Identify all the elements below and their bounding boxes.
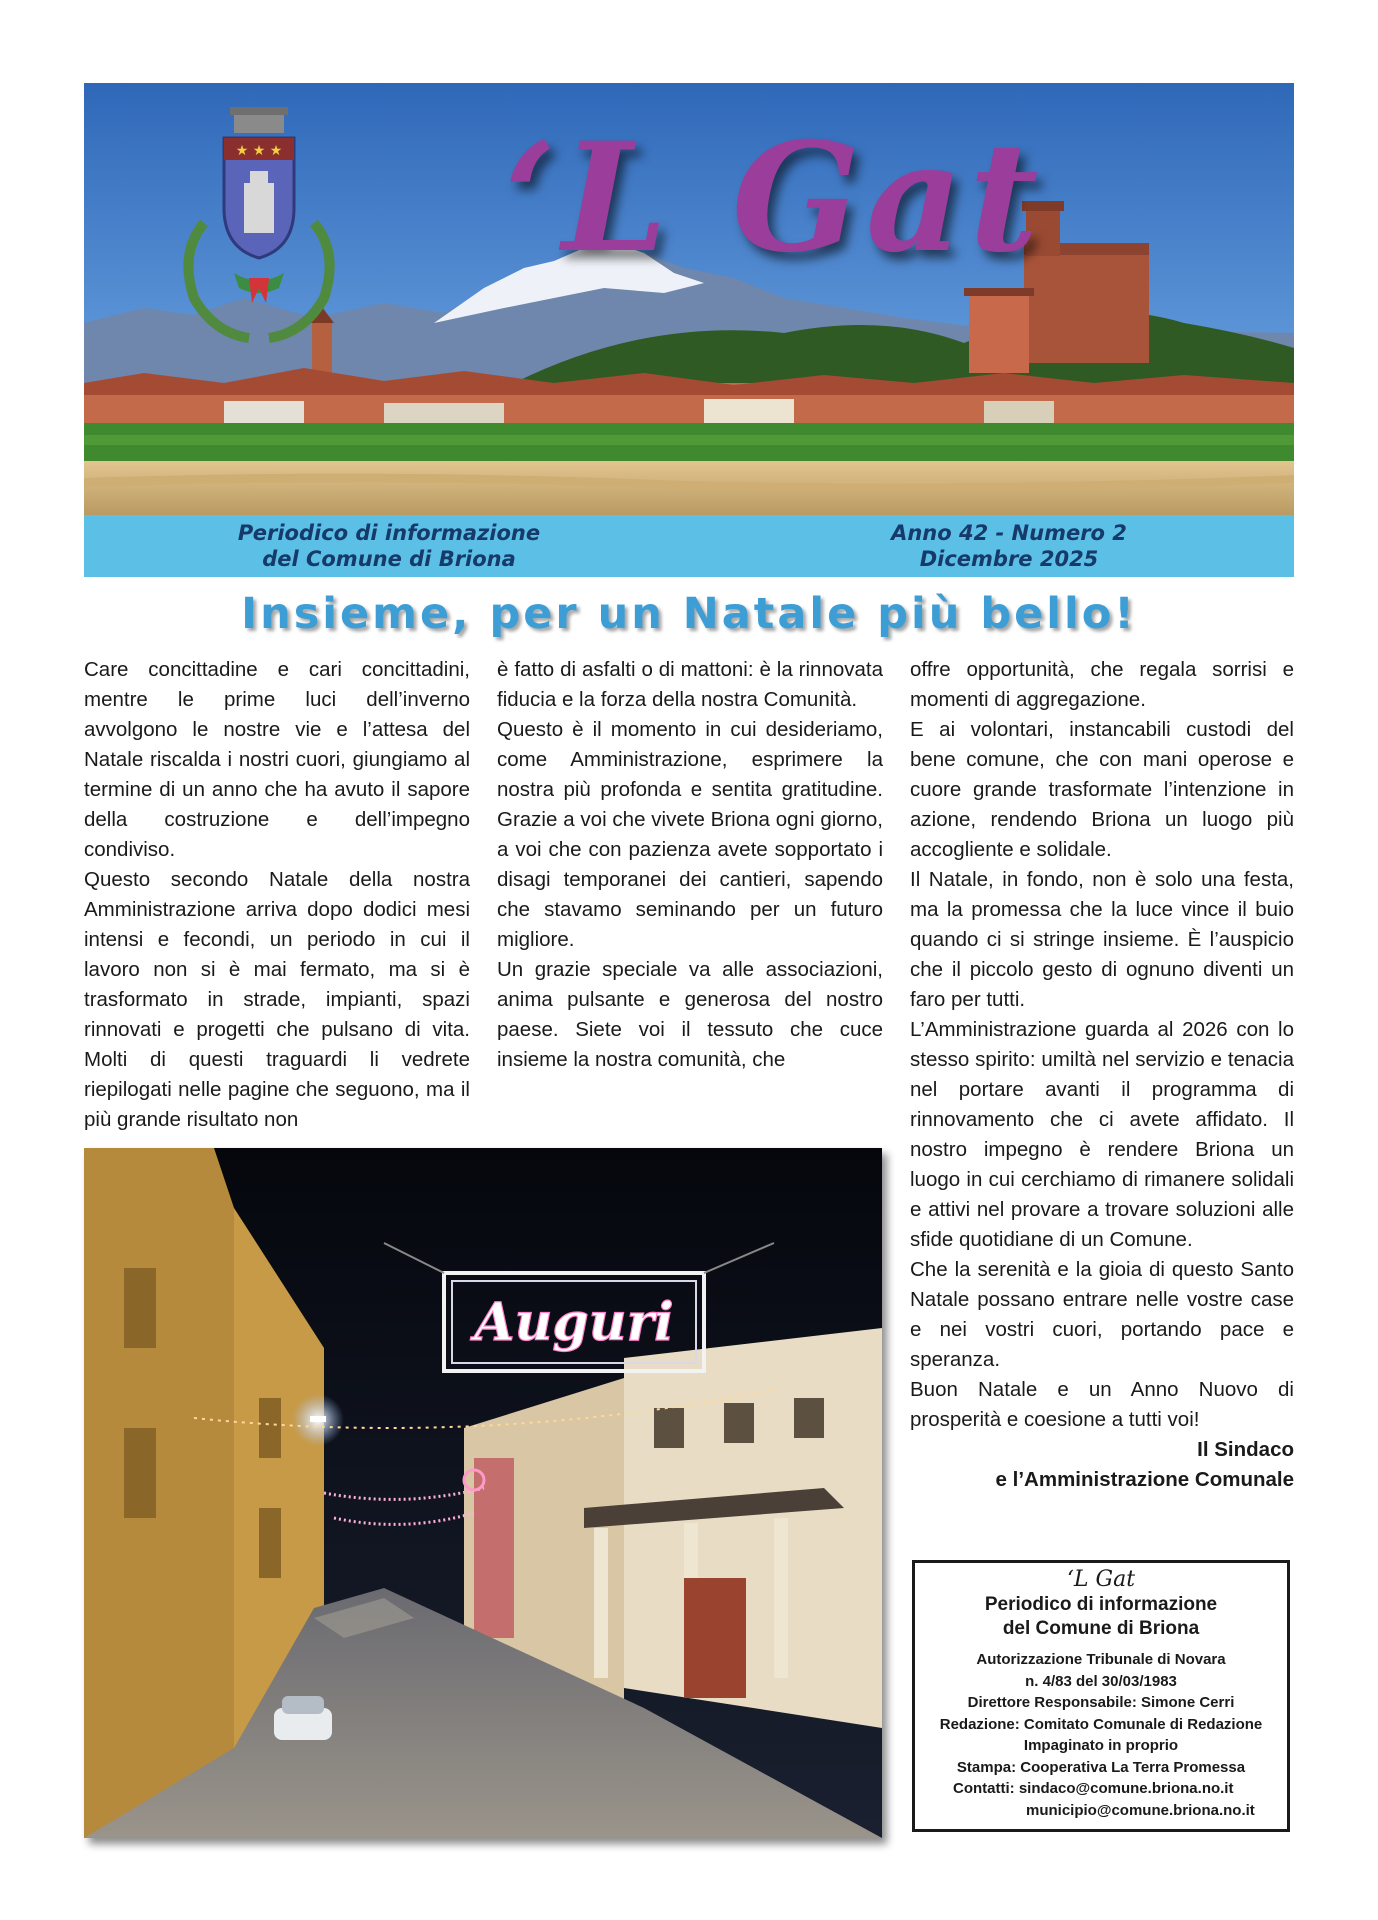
director-line: Direttore Responsabile: Simone Cerri <box>967 1694 1235 1711</box>
issue-info <box>874 520 1144 572</box>
paragraph: Un grazie speciale va alle associazioni, anima pulsante e generosa del nostro paese. Siete voi il tessuto che cuce insieme la nostra comunità, che <box>497 958 883 1071</box>
paragraph: Che la serenità e la gioia di questo Santo Natale possano entrare nelle vostre case e nei vostri cuori, portando pace e speranza. <box>910 1258 1294 1371</box>
paragraph: L’Amministrazione guarda al 2026 con lo stesso spirito: umiltà nel servizio e tenacia nel portare avanti il programma di rinnovamento che ci avete affidato. Il nostro impegno è rendere Briona un luogo in cui cerchiamo di rimanere solidali e attivi nel provare a trovare soluzioni alle sfide quotidiane di un Comune. <box>910 1018 1294 1251</box>
paragraph: Care concittadine e cari concittadini, mentre le prime luci dell’inverno avvolgono le nostre vie e l’attesa del Natale riscalda i nostri cuori, giungiamo al termine di un anno che ha avuto il sapore della costruzione e dell’impegno condiviso. <box>84 658 470 861</box>
christmas-street-photo <box>84 1148 882 1838</box>
auguri-sign: Auguri <box>474 1292 674 1353</box>
letter-column-2 <box>497 655 883 1075</box>
letter-column-1 <box>84 655 470 1135</box>
paragraph: offre opportunità, che regala sorrisi e momenti di aggregazione. <box>910 658 1294 711</box>
email-municipio-link[interactable]: municipio@comune.briona.no.it <box>1026 1801 1255 1819</box>
headline: Insieme, per un Natale più bello! <box>241 589 1137 639</box>
masthead-title: ‘L Gat <box>504 110 1045 286</box>
paragraph: Questo secondo Natale della nostra Amministrazione arriva dopo dodici mesi intensi e fecondi, un periodo in cui il lavoro non si è mai fermato, ma si è trasformato in strade, impianti, spazi rinnovati e progetti che pulsano di vita. Molti di questi traguardi li vedrete riepilogati nelle pagine che seguono, ma il più grande risultato non <box>84 868 470 1131</box>
paragraph: Il Natale, in fondo, non è solo una festa, ma la promessa che la luce vince il buio quando ci si stringe insieme. È l’auspicio che il piccolo gesto di ognuno diventi un faro per tutti. <box>910 868 1294 1011</box>
paragraph: Buon Natale e un Anno Nuovo di prosperità e coesione a tutti voi! <box>910 1378 1294 1431</box>
editorial-line: Redazione: Comitato Comunale di Redazione <box>939 1715 1263 1733</box>
contacts-label: Contatti: <box>953 1780 1015 1797</box>
paragraph: è fatto di asfalti o di mattoni: è la rinnovata fiducia e la forza della nostra Comunità. <box>497 658 883 711</box>
svg-text:★ ★ ★: ★ ★ ★ <box>235 143 283 159</box>
signature-line-1: Il Sindaco <box>1197 1438 1294 1461</box>
publication-description <box>224 520 554 572</box>
street-scene <box>84 1148 882 1838</box>
colophon-line-1: Periodico di informazione <box>984 1594 1218 1615</box>
letter-column-3 <box>910 655 1294 1495</box>
publication-line-2: del Comune di Briona <box>262 547 516 571</box>
authorization-line-1: Autorizzazione Tribunale di Novara <box>976 1651 1226 1668</box>
info-bar <box>84 515 1294 577</box>
colophon-box <box>912 1560 1290 1832</box>
issue-number: Anno 42 - Numero 2 <box>891 521 1127 545</box>
colophon-line-2: del Comune di Briona <box>1002 1618 1200 1639</box>
colophon-title: ‘L Gat <box>1066 1567 1136 1592</box>
authorization-line-2: n. 4/83 del 30/03/1983 <box>1025 1672 1177 1690</box>
publication-line-1: Periodico di informazione <box>237 521 541 545</box>
paragraph: Questo è il momento in cui desideriamo, come Amministrazione, esprimere la nostra più profonda e sentita gratitudine. Grazie a voi che vivete Briona ogni giorno, a voi che con pazienza avete sopportato i disagi temporanei dei cantieri, sapendo che stavamo seminando per un futuro migliore. <box>497 718 883 951</box>
signature-line-2: e l’Amministrazione Comunale <box>995 1468 1294 1491</box>
print-line: Stampa: Cooperativa La Terra Promessa <box>956 1758 1246 1776</box>
paragraph: E ai volontari, instancabili custodi del bene comune, che con mani operose e cuore grande trasformate l’intenzione in azione, rendendo Briona un luogo più accogliente e solidale. <box>910 718 1294 861</box>
header-banner <box>84 83 1294 515</box>
contacts <box>915 1778 1287 1821</box>
email-sindaco-link[interactable]: sindaco@comune.briona.no.it <box>1018 1780 1234 1797</box>
issue-date: Dicembre 2025 <box>919 547 1099 571</box>
layout-line: Impaginato in proprio <box>1023 1737 1179 1754</box>
